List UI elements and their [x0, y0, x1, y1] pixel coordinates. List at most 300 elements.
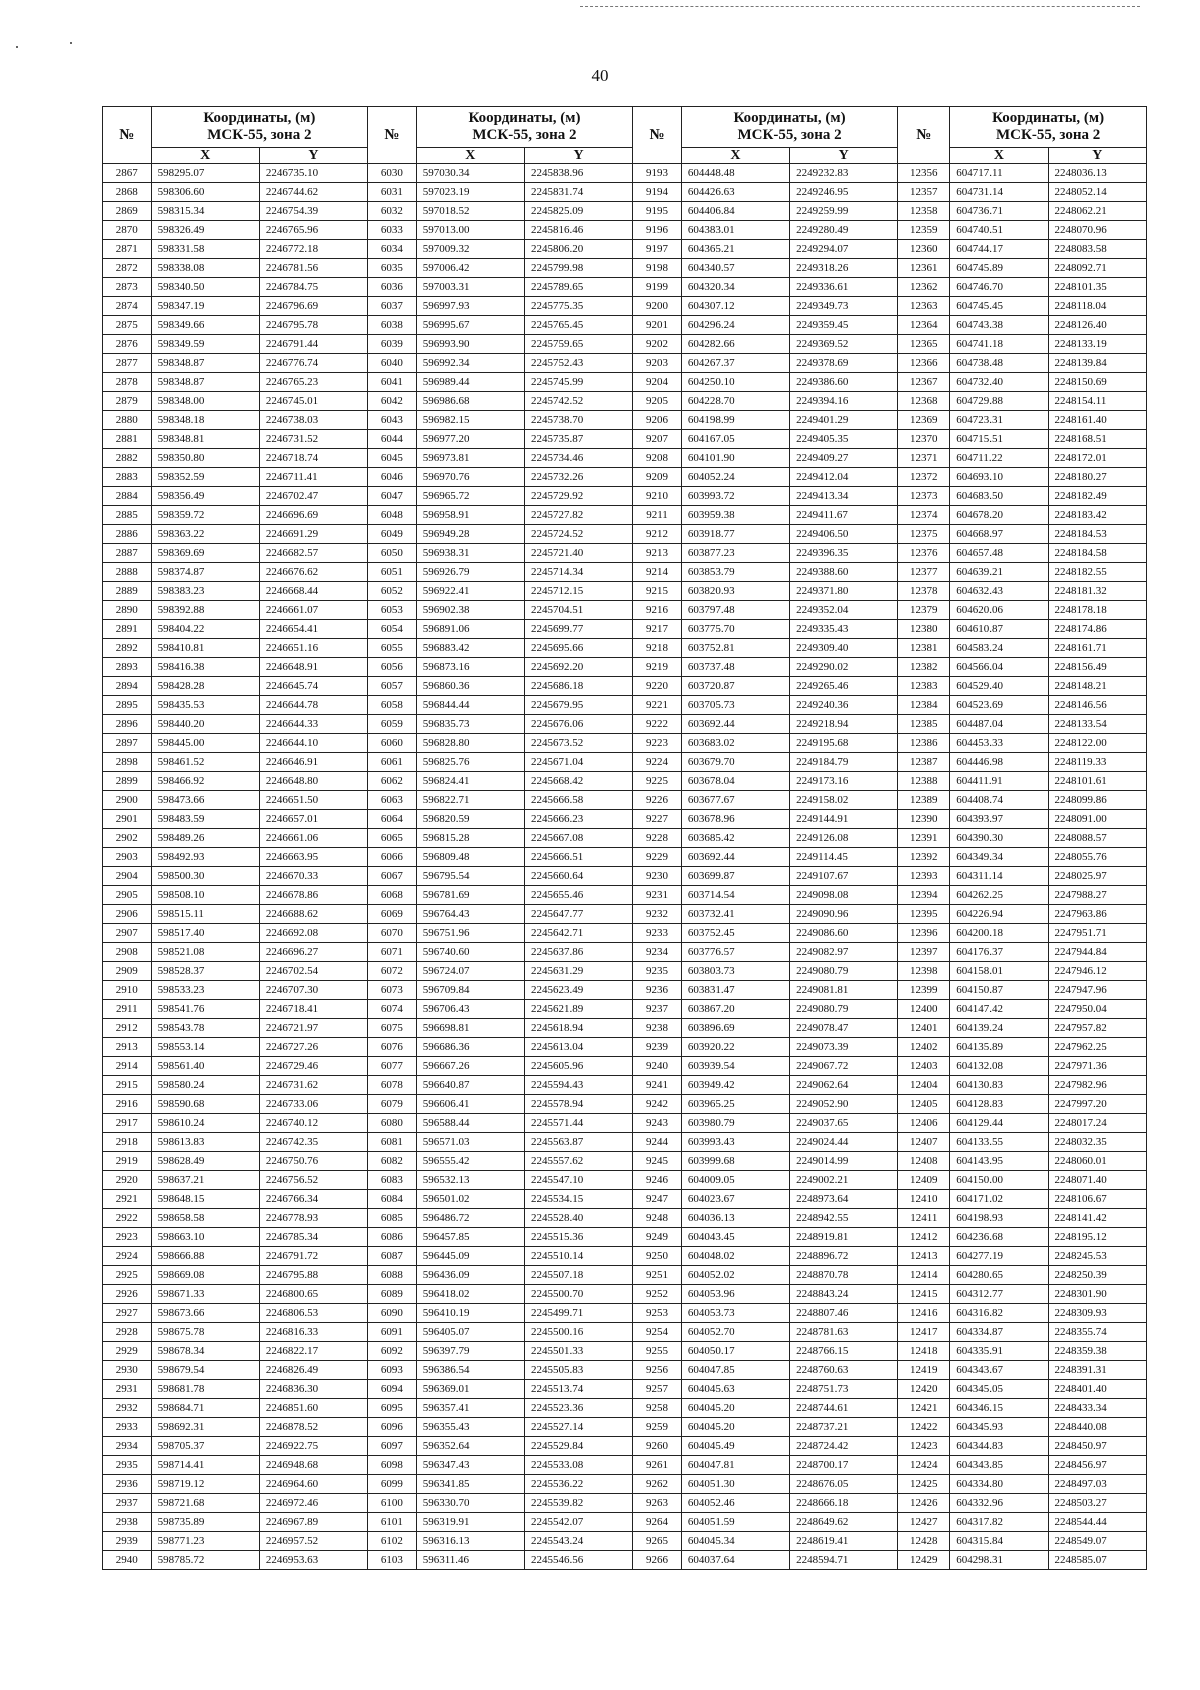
x-value-cell: 603896.69: [681, 1019, 789, 1038]
point-number-cell: 6053: [368, 601, 417, 620]
x-value-cell: 604053.73: [681, 1304, 789, 1323]
point-number-cell: 9195: [633, 202, 682, 221]
y-value-cell: 2249080.79: [790, 962, 898, 981]
point-number-cell: 9247: [633, 1190, 682, 1209]
x-value-cell: 603803.73: [681, 962, 789, 981]
point-number-cell: 9221: [633, 696, 682, 715]
x-value-cell: 596824.41: [416, 772, 524, 791]
x-value-cell: 596781.69: [416, 886, 524, 905]
y-value-cell: 2245501.33: [524, 1342, 632, 1361]
x-value-cell: 598684.71: [151, 1399, 259, 1418]
x-value-cell: 603999.68: [681, 1152, 789, 1171]
y-value-cell: 2246733.06: [259, 1095, 367, 1114]
point-number-cell: 2933: [103, 1418, 152, 1437]
x-value-cell: 604657.48: [950, 544, 1048, 563]
x-value-cell: 604448.48: [681, 164, 789, 183]
x-value-cell: 604236.68: [950, 1228, 1048, 1247]
x-value-cell: 598553.14: [151, 1038, 259, 1057]
x-value-cell: 596397.79: [416, 1342, 524, 1361]
y-value-cell: 2245831.74: [524, 183, 632, 202]
y-value-cell: 2245542.07: [524, 1513, 632, 1532]
x-value-cell: 598440.20: [151, 715, 259, 734]
y-value-cell: 2248025.97: [1048, 867, 1146, 886]
table-row: [103, 1532, 1147, 1551]
y-value-cell: 2248161.40: [1048, 411, 1146, 430]
table-row: [103, 164, 1147, 183]
point-number-cell: 6047: [368, 487, 417, 506]
y-value-cell: 2249098.08: [790, 886, 898, 905]
y-value-cell: 2249114.45: [790, 848, 898, 867]
point-number-cell: 6065: [368, 829, 417, 848]
point-number-cell: 2910: [103, 981, 152, 1000]
x-value-cell: 604048.02: [681, 1247, 789, 1266]
x-value-cell: 604426.63: [681, 183, 789, 202]
y-value-cell: 2246851.60: [259, 1399, 367, 1418]
table-row: [103, 1171, 1147, 1190]
x-value-cell: 603820.93: [681, 582, 789, 601]
point-number-cell: 9204: [633, 373, 682, 392]
x-value-cell: 603965.25: [681, 1095, 789, 1114]
x-value-cell: 598347.19: [151, 297, 259, 316]
y-value-cell: 2245500.70: [524, 1285, 632, 1304]
y-value-cell: 2245539.82: [524, 1494, 632, 1513]
x-value-cell: 598369.69: [151, 544, 259, 563]
point-number-cell: 6102: [368, 1532, 417, 1551]
x-value-cell: 604226.94: [950, 905, 1048, 924]
x-value-cell: 604408.74: [950, 791, 1048, 810]
point-number-cell: 2898: [103, 753, 152, 772]
y-value-cell: 2246691.29: [259, 525, 367, 544]
x-value-cell: 597009.32: [416, 240, 524, 259]
y-value-cell: 2246663.95: [259, 848, 367, 867]
y-value-cell: 2248549.07: [1048, 1532, 1146, 1551]
y-value-cell: 2249294.07: [790, 240, 898, 259]
point-number-cell: 9265: [633, 1532, 682, 1551]
point-number-cell: 12363: [898, 297, 950, 316]
point-number-cell: 12413: [898, 1247, 950, 1266]
point-number-cell: 12386: [898, 734, 950, 753]
table-row: [103, 734, 1147, 753]
point-number-cell: 12399: [898, 981, 950, 1000]
y-value-cell: 2248942.55: [790, 1209, 898, 1228]
y-value-cell: 2246765.96: [259, 221, 367, 240]
x-value-cell: 604620.06: [950, 601, 1048, 620]
point-number-cell: 9243: [633, 1114, 682, 1133]
point-number-cell: 12372: [898, 468, 950, 487]
point-number-cell: 9264: [633, 1513, 682, 1532]
y-value-cell: 2245660.64: [524, 867, 632, 886]
point-number-cell: 9206: [633, 411, 682, 430]
point-number-cell: 6072: [368, 962, 417, 981]
x-value-cell: 604198.93: [950, 1209, 1048, 1228]
table-row: [103, 392, 1147, 411]
x-value-cell: 598359.72: [151, 506, 259, 525]
table-row: [103, 278, 1147, 297]
point-number-cell: 9216: [633, 601, 682, 620]
point-number-cell: 6059: [368, 715, 417, 734]
y-value-cell: 2249144.91: [790, 810, 898, 829]
point-number-cell: 6088: [368, 1266, 417, 1285]
point-number-cell: 12422: [898, 1418, 950, 1437]
x-value-cell: 596982.15: [416, 411, 524, 430]
point-number-cell: 12414: [898, 1266, 950, 1285]
x-value-cell: 596418.02: [416, 1285, 524, 1304]
y-value-cell: 2245546.56: [524, 1551, 632, 1570]
point-number-cell: 12358: [898, 202, 950, 221]
x-value-cell: 596751.96: [416, 924, 524, 943]
x-value-cell: 598533.23: [151, 981, 259, 1000]
point-number-cell: 2919: [103, 1152, 152, 1171]
x-value-cell: 598348.00: [151, 392, 259, 411]
x-value-cell: 598306.60: [151, 183, 259, 202]
point-number-cell: 12365: [898, 335, 950, 354]
point-number-cell: 6090: [368, 1304, 417, 1323]
y-value-cell: 2249240.36: [790, 696, 898, 715]
x-value-cell: 596445.09: [416, 1247, 524, 1266]
y-value-cell: 2245536.22: [524, 1475, 632, 1494]
x-value-cell: 596860.36: [416, 677, 524, 696]
y-value-cell: 2246702.47: [259, 487, 367, 506]
point-number-cell: 2923: [103, 1228, 152, 1247]
x-value-cell: 604411.91: [950, 772, 1048, 791]
y-value-cell: 2246967.89: [259, 1513, 367, 1532]
x-value-cell: 596606.41: [416, 1095, 524, 1114]
y-value-cell: 2249409.27: [790, 449, 898, 468]
x-value-cell: 598350.80: [151, 449, 259, 468]
table-row: [103, 962, 1147, 981]
point-number-cell: 9224: [633, 753, 682, 772]
point-number-cell: 12368: [898, 392, 950, 411]
x-value-cell: 596706.43: [416, 1000, 524, 1019]
x-value-cell: 604610.87: [950, 620, 1048, 639]
table-row: [103, 1114, 1147, 1133]
x-value-cell: 604745.89: [950, 259, 1048, 278]
point-number-cell: 6067: [368, 867, 417, 886]
point-number-cell: 6030: [368, 164, 417, 183]
x-value-cell: 596989.44: [416, 373, 524, 392]
x-value-cell: 604745.45: [950, 297, 1048, 316]
y-value-cell: 2248594.71: [790, 1551, 898, 1570]
point-number-cell: 2929: [103, 1342, 152, 1361]
y-value-cell: 2246765.23: [259, 373, 367, 392]
y-value-cell: 2245732.26: [524, 468, 632, 487]
y-header: Y: [524, 148, 632, 164]
point-number-cell: 6077: [368, 1057, 417, 1076]
y-value-cell: 2248101.61: [1048, 772, 1146, 791]
y-value-cell: 2245735.87: [524, 430, 632, 449]
x-value-cell: 596486.72: [416, 1209, 524, 1228]
y-value-cell: 2245676.06: [524, 715, 632, 734]
table-row: [103, 848, 1147, 867]
point-number-cell: 9232: [633, 905, 682, 924]
table-row: [103, 316, 1147, 335]
x-value-cell: 596902.38: [416, 601, 524, 620]
y-value-cell: 2248168.51: [1048, 430, 1146, 449]
point-number-cell: 6061: [368, 753, 417, 772]
point-number-cell: 2911: [103, 1000, 152, 1019]
y-value-cell: 2249405.35: [790, 430, 898, 449]
y-value-cell: 2249184.79: [790, 753, 898, 772]
y-value-cell: 2248126.40: [1048, 316, 1146, 335]
point-number-cell: 12375: [898, 525, 950, 544]
x-value-cell: 604316.82: [950, 1304, 1048, 1323]
point-number-cell: 2873: [103, 278, 152, 297]
x-value-cell: 604130.83: [950, 1076, 1048, 1095]
y-value-cell: 2245666.23: [524, 810, 632, 829]
point-number-cell: 12381: [898, 639, 950, 658]
point-number-cell: 2932: [103, 1399, 152, 1418]
point-number-cell: 12415: [898, 1285, 950, 1304]
point-number-cell: 2918: [103, 1133, 152, 1152]
x-value-cell: 598735.89: [151, 1513, 259, 1532]
y-value-cell: 2245816.46: [524, 221, 632, 240]
x-value-cell: 603939.54: [681, 1057, 789, 1076]
y-value-cell: 2245667.08: [524, 829, 632, 848]
y-value-cell: 2249411.67: [790, 506, 898, 525]
point-number-cell: 6051: [368, 563, 417, 582]
x-value-cell: 604150.87: [950, 981, 1048, 1000]
point-number-cell: 12412: [898, 1228, 950, 1247]
x-value-cell: 598721.68: [151, 1494, 259, 1513]
y-value-cell: 2245699.77: [524, 620, 632, 639]
y-value-cell: 2246785.34: [259, 1228, 367, 1247]
x-value-cell: 596311.46: [416, 1551, 524, 1570]
x-value-cell: 596764.43: [416, 905, 524, 924]
point-number-cell: 9262: [633, 1475, 682, 1494]
y-value-cell: 2246744.62: [259, 183, 367, 202]
table-row: [103, 620, 1147, 639]
y-value-cell: 2246972.46: [259, 1494, 367, 1513]
y-value-cell: 2248497.03: [1048, 1475, 1146, 1494]
y-value-cell: 2245528.40: [524, 1209, 632, 1228]
x-value-cell: 604406.84: [681, 202, 789, 221]
x-value-cell: 603699.87: [681, 867, 789, 886]
x-value-cell: 604045.34: [681, 1532, 789, 1551]
point-number-cell: 12428: [898, 1532, 950, 1551]
y-value-cell: 2248301.90: [1048, 1285, 1146, 1304]
point-number-cell: 9257: [633, 1380, 682, 1399]
x-value-cell: 597003.31: [416, 278, 524, 297]
point-number-cell: 9198: [633, 259, 682, 278]
point-number-cell: 2939: [103, 1532, 152, 1551]
x-value-cell: 604143.95: [950, 1152, 1048, 1171]
point-number-cell: 12371: [898, 449, 950, 468]
y-value-cell: 2248032.35: [1048, 1133, 1146, 1152]
point-number-cell: 2928: [103, 1323, 152, 1342]
point-number-cell: 9214: [633, 563, 682, 582]
table-row: [103, 943, 1147, 962]
y-value-cell: 2246682.57: [259, 544, 367, 563]
point-number-cell: 2888: [103, 563, 152, 582]
x-value-cell: 604047.81: [681, 1456, 789, 1475]
y-value-cell: 2248807.46: [790, 1304, 898, 1323]
point-number-cell: 9266: [633, 1551, 682, 1570]
y-value-cell: 2248141.42: [1048, 1209, 1146, 1228]
y-value-cell: 2246816.33: [259, 1323, 367, 1342]
x-value-cell: 604736.71: [950, 202, 1048, 221]
x-value-cell: 598348.81: [151, 430, 259, 449]
x-value-cell: 604176.37: [950, 943, 1048, 962]
point-number-cell: 9237: [633, 1000, 682, 1019]
y-value-cell: 2248070.96: [1048, 221, 1146, 240]
table-row: [103, 1247, 1147, 1266]
point-number-cell: 9227: [633, 810, 682, 829]
point-number-cell: 12427: [898, 1513, 950, 1532]
x-value-cell: 604312.77: [950, 1285, 1048, 1304]
y-value-cell: 2249126.08: [790, 829, 898, 848]
point-number-cell: 12404: [898, 1076, 950, 1095]
y-value-cell: 2248071.40: [1048, 1171, 1146, 1190]
x-value-cell: 603705.73: [681, 696, 789, 715]
table-row: [103, 1190, 1147, 1209]
x-value-cell: 604311.14: [950, 867, 1048, 886]
x-value-cell: 604566.04: [950, 658, 1048, 677]
y-value-cell: 2246878.52: [259, 1418, 367, 1437]
x-header: X: [151, 148, 259, 164]
y-value-cell: 2245647.77: [524, 905, 632, 924]
y-value-cell: 2248355.74: [1048, 1323, 1146, 1342]
y-value-cell: 2245666.58: [524, 791, 632, 810]
y-value-cell: 2246702.54: [259, 962, 367, 981]
point-number-cell: 2868: [103, 183, 152, 202]
x-value-cell: 603737.48: [681, 658, 789, 677]
table-body: [103, 164, 1147, 1570]
x-value-cell: 596844.44: [416, 696, 524, 715]
point-number-cell: 9212: [633, 525, 682, 544]
x-value-cell: 596970.76: [416, 468, 524, 487]
x-value-cell: 604036.13: [681, 1209, 789, 1228]
table-row: [103, 905, 1147, 924]
y-value-cell: 2248101.35: [1048, 278, 1146, 297]
y-value-cell: 2246784.75: [259, 278, 367, 297]
y-value-cell: 2249359.45: [790, 316, 898, 335]
y-value-cell: 2247988.27: [1048, 886, 1146, 905]
point-number-cell: 2907: [103, 924, 152, 943]
x-value-cell: 598331.58: [151, 240, 259, 259]
y-value-cell: 2249290.02: [790, 658, 898, 677]
point-number-cell: 9197: [633, 240, 682, 259]
y-value-cell: 2247962.25: [1048, 1038, 1146, 1057]
x-value-cell: 598349.59: [151, 335, 259, 354]
table-row: [103, 373, 1147, 392]
x-value-cell: 598295.07: [151, 164, 259, 183]
y-value-cell: 2245637.86: [524, 943, 632, 962]
point-number-cell: 12389: [898, 791, 950, 810]
x-value-cell: 603853.79: [681, 563, 789, 582]
point-number-cell: 6044: [368, 430, 417, 449]
x-value-cell: 598383.23: [151, 582, 259, 601]
y-value-cell: 2248919.81: [790, 1228, 898, 1247]
x-value-cell: 596369.01: [416, 1380, 524, 1399]
x-value-cell: 604132.08: [950, 1057, 1048, 1076]
point-number-cell: 2917: [103, 1114, 152, 1133]
point-number-cell: 2902: [103, 829, 152, 848]
point-number-cell: 6062: [368, 772, 417, 791]
y-value-cell: 2245623.49: [524, 981, 632, 1000]
x-value-cell: 603714.54: [681, 886, 789, 905]
x-value-cell: 598340.50: [151, 278, 259, 297]
point-number-cell: 2885: [103, 506, 152, 525]
point-number-cell: 12406: [898, 1114, 950, 1133]
y-value-cell: 2248896.72: [790, 1247, 898, 1266]
x-value-cell: 604052.02: [681, 1266, 789, 1285]
table-row: [103, 924, 1147, 943]
point-number-cell: 9215: [633, 582, 682, 601]
point-number-cell: 2899: [103, 772, 152, 791]
x-value-cell: 596698.81: [416, 1019, 524, 1038]
y-value-cell: 2246964.60: [259, 1475, 367, 1494]
x-value-cell: 604335.91: [950, 1342, 1048, 1361]
y-value-cell: 2249195.68: [790, 734, 898, 753]
x-value-cell: 598637.21: [151, 1171, 259, 1190]
x-value-cell: 598404.22: [151, 620, 259, 639]
table-row: [103, 1513, 1147, 1532]
point-number-cell: 2900: [103, 791, 152, 810]
x-value-cell: 604171.02: [950, 1190, 1048, 1209]
point-number-cell: 9230: [633, 867, 682, 886]
point-number-cell: 6085: [368, 1209, 417, 1228]
point-number-cell: 2895: [103, 696, 152, 715]
point-number-cell: 12401: [898, 1019, 950, 1038]
number-header: №: [898, 107, 950, 164]
scan-artifact-dot: [16, 46, 18, 48]
x-value-cell: 604332.96: [950, 1494, 1048, 1513]
y-value-cell: 2245605.96: [524, 1057, 632, 1076]
y-value-cell: 2246661.06: [259, 829, 367, 848]
x-value-cell: 604133.55: [950, 1133, 1048, 1152]
point-number-cell: 6039: [368, 335, 417, 354]
y-value-cell: 2245714.34: [524, 563, 632, 582]
x-value-cell: 603679.70: [681, 753, 789, 772]
x-value-cell: 604150.00: [950, 1171, 1048, 1190]
y-value-cell: 2249413.34: [790, 487, 898, 506]
y-value-cell: 2249024.44: [790, 1133, 898, 1152]
x-value-cell: 604446.98: [950, 753, 1048, 772]
y-value-cell: 2249037.65: [790, 1114, 898, 1133]
y-value-cell: 2247957.82: [1048, 1019, 1146, 1038]
y-value-cell: 2246766.34: [259, 1190, 367, 1209]
point-number-cell: 6043: [368, 411, 417, 430]
y-value-cell: 2245695.66: [524, 639, 632, 658]
x-value-cell: 604343.67: [950, 1361, 1048, 1380]
x-value-cell: 598648.15: [151, 1190, 259, 1209]
y-value-cell: 2246696.27: [259, 943, 367, 962]
y-value-cell: 2248760.63: [790, 1361, 898, 1380]
x-value-cell: 598348.87: [151, 354, 259, 373]
x-value-cell: 596809.48: [416, 848, 524, 867]
x-value-cell: 604250.10: [681, 373, 789, 392]
point-number-cell: 12383: [898, 677, 950, 696]
point-number-cell: 2920: [103, 1171, 152, 1190]
y-value-cell: 2248195.12: [1048, 1228, 1146, 1247]
x-value-cell: 604365.21: [681, 240, 789, 259]
x-value-cell: 596501.02: [416, 1190, 524, 1209]
point-number-cell: 6048: [368, 506, 417, 525]
point-number-cell: 6063: [368, 791, 417, 810]
x-value-cell: 604340.57: [681, 259, 789, 278]
y-value-cell: 2246948.68: [259, 1456, 367, 1475]
x-value-cell: 604200.18: [950, 924, 1048, 943]
point-number-cell: 6097: [368, 1437, 417, 1456]
table-row: [103, 354, 1147, 373]
y-value-cell: 2246696.69: [259, 506, 367, 525]
y-value-cell: 2249218.94: [790, 715, 898, 734]
table-row: [103, 1551, 1147, 1570]
point-number-cell: 6074: [368, 1000, 417, 1019]
y-value-cell: 2245510.14: [524, 1247, 632, 1266]
table-row: [103, 1285, 1147, 1304]
point-number-cell: 2869: [103, 202, 152, 221]
